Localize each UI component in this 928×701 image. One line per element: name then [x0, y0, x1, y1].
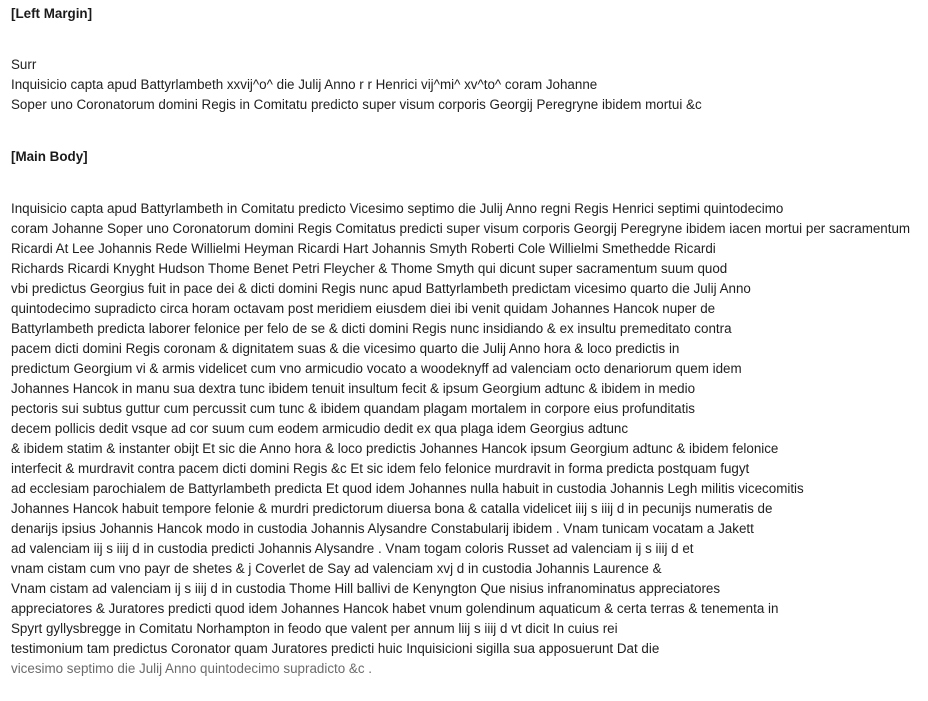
- main-body-line: decem pollicis dedit vsque ad cor suum cum eodem armicudio dedit ex qua plaga idem Georgius adtunc: [11, 421, 629, 436]
- main-body-line: vnam cistam cum vno payr de shetes & j Coverlet de Say ad valenciam xvj d in custodia Johannis Laurence &: [11, 561, 662, 576]
- main-body-line: pacem dicti domini Regis coronam & dignitatem suas & die vicesimo quarto die Julij Anno hora & loco predictis in: [11, 341, 680, 356]
- main-body-line: denarijs ipsius Johannis Hancok modo in custodia Johannis Alysandre Constabularij ibidem . Vnam tunicam vocatam a Jakett: [11, 521, 754, 536]
- main-body-line: ad ecclesiam parochialem de Battyrlambeth predicta Et quod idem Johannes nulla habuit in custodia Johannis Legh militis vicecomitis: [11, 481, 804, 496]
- left-margin-text: [11, 55, 702, 115]
- main-body-line: Johannes Hancok habuit tempore felonie & murdri predictorum diuersa bona & catalla videlicet iiij s iiij d in pecunijs numeratis de: [11, 501, 773, 516]
- main-body-line: pectoris sui subtus guttur cum percussit cum tunc & ibidem quandam plagam mortalem in corpore eius profunditatis: [11, 401, 695, 416]
- main-body-line: Ricardi At Lee Johannis Rede Willielmi Heyman Ricardi Hart Johannis Smyth Roberti Cole Willielmi Smethedde Ricardi: [11, 241, 716, 256]
- left-margin-line: Surr: [11, 57, 37, 72]
- main-body-line: interfecit & murdravit contra pacem dicti domini Regis &c Et sic idem felo felonice murdravit in forma predicta postquam fugyt: [11, 461, 750, 476]
- main-body-line: vicesimo septimo die Julij Anno quintodecimo supradicto &c .: [11, 661, 372, 676]
- left-margin-line: Inquisicio capta apud Battyrlambeth xxvij^o^ die Julij Anno r r Henrici vij^mi^ xv^to^ coram Johanne: [11, 77, 598, 92]
- main-body-heading: [Main Body]: [11, 149, 88, 164]
- main-body-line: Richards Ricardi Knyght Hudson Thome Benet Petri Fleycher & Thome Smyth qui dicunt super sacramentum suum quod: [11, 261, 728, 276]
- left-margin-heading: [Left Margin]: [11, 6, 93, 21]
- main-body-line: Vnam cistam ad valenciam ij s iiij d in custodia Thome Hill ballivi de Kenyngton Que nisius infranominatus appreciatores: [11, 581, 721, 596]
- main-body-line: testimonium tam predictus Coronator quam Juratores predicti huic Inquisicioni sigilla sua apposuerunt Dat die: [11, 641, 660, 656]
- main-body-line: Battyrlambeth predicta laborer felonice per felo de se & dicti domini Regis nunc insidiando & ex insultu premeditato contra: [11, 321, 732, 336]
- main-body-line: vbi predictus Georgius fuit in pace dei & dicti domini Regis nunc apud Battyrlambeth predictam vicesimo quarto die Julij Anno: [11, 281, 751, 296]
- main-body-line: & ibidem statim & instanter obijt Et sic die Anno hora & loco predictis Johannes Hancok ipsum Georgium adtunc & ibidem felonice: [11, 441, 779, 456]
- main-body-line: Spyrt gyllysbregge in Comitatu Norhampton in feodo que valent per annum liij s iiij d vt dicit In cuius rei: [11, 621, 618, 636]
- main-body-text: [11, 199, 921, 679]
- main-body-line: coram Johanne Soper uno Coronatorum domini Regis Comitatus predicti super visum corporis Georgij Peregryne ibidem iacen mortui per sacramentum: [11, 221, 911, 236]
- main-body-line: predictum Georgium vi & armis videlicet cum vno armicudio vocato a woodeknyff ad valenciam octo denariorum quem idem: [11, 361, 742, 376]
- main-body-line: Johannes Hancok in manu sua dextra tunc ibidem tenuit insultum fecit & ipsum Georgium adtunc & ibidem in medio: [11, 381, 696, 396]
- left-margin-line: Soper uno Coronatorum domini Regis in Comitatu predicto super visum corporis Georgij Peregryne ibidem mortui &c: [11, 97, 702, 112]
- main-body-line: Inquisicio capta apud Battyrlambeth in Comitatu predicto Vicesimo septimo die Julij Anno regni Regis Henrici septimi quintodecimo: [11, 201, 784, 216]
- main-body-line: quintodecimo supradicto circa horam octavam post meridiem eiusdem diei ibi venit quidam Johannes Hancok nuper de: [11, 301, 716, 316]
- main-body-line: appreciatores & Juratores predicti quod idem Johannes Hancok habet vnum golendinum aquaticum & certa terras & tenementa in: [11, 601, 779, 616]
- main-body-line: ad valenciam iij s iiij d in custodia predicti Johannis Alysandre . Vnam togam coloris Russet ad valenciam ij s iiij d et: [11, 541, 694, 556]
